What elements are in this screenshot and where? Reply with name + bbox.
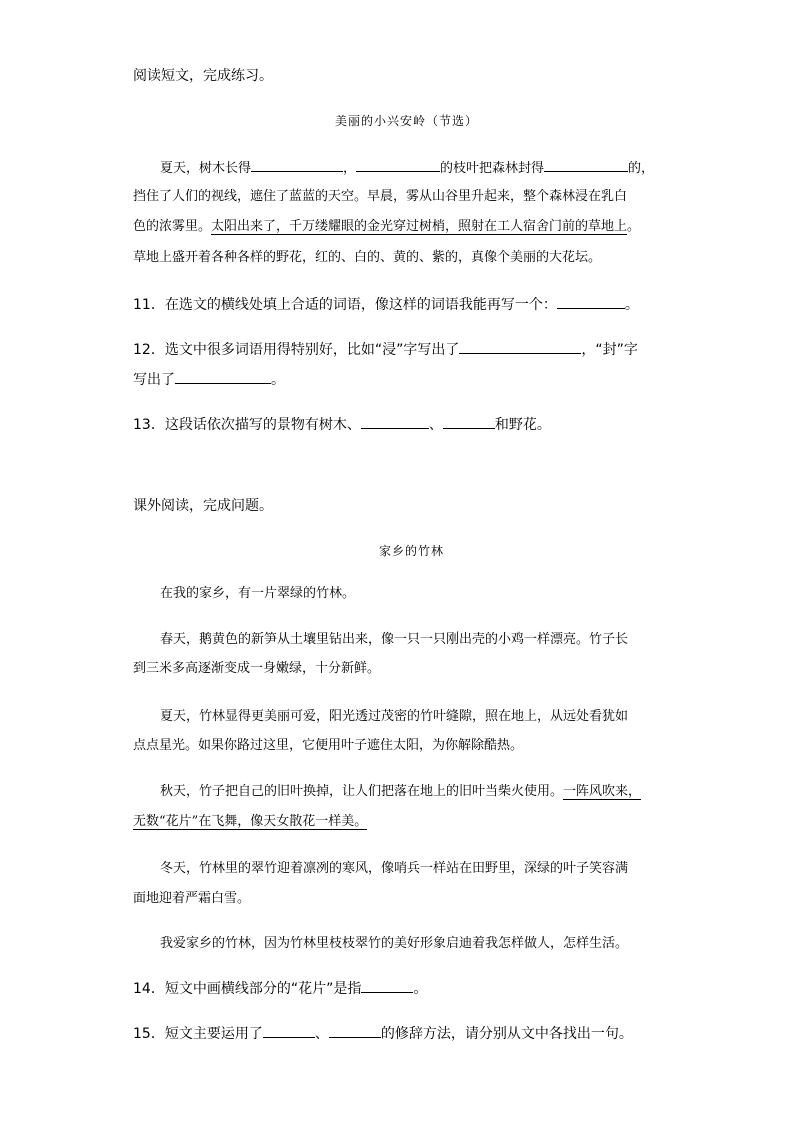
passage1-line2: 挡住了人们的视线，遮住了蓝蓝的天空。早晨，雾从山谷里升起来，整个森林浸在乳白 [133, 189, 628, 204]
question-13: 13．这段话依次描写的景物有树木、 、 和野花。 [133, 414, 551, 435]
passage2-p4-line2 [133, 812, 367, 832]
section2-intro: 课外阅读，完成问题。 [133, 498, 273, 514]
underlined-sentence: 太阳出来了，千万缕耀眼的金光穿过树梢，照射在工人宿舍门前的草地上 [211, 219, 628, 234]
passage2-p2-line1: 春天，鹅黄色的新笋从土壤里钻出来，像一只一只刚出壳的小鸡一样漂亮。竹子长 [160, 632, 629, 647]
answer-blank[interactable] [361, 978, 413, 993]
answer-blank[interactable] [361, 414, 429, 429]
section1-title: 美丽的小兴安岭（节选） [335, 114, 479, 128]
question-15: 15．短文主要运用了 、 的修辞方法，请分别从文中各找出一句。 [133, 1023, 633, 1044]
answer-blank[interactable] [329, 1023, 381, 1038]
blank-fill[interactable] [544, 157, 628, 172]
passage2-p5-line2: 面地迎着严霜白雪。 [133, 891, 251, 906]
passage1-line4: 草地上盛开着各种各样的野花，红的、白的、黄的、紫的，真像个美丽的大花坛。 [133, 250, 602, 265]
underlined-phrase: 无数“花片”在飞舞，像天女散花一样美。 [133, 814, 368, 829]
passage2-p4-line1: 秋天，竹子把自己的旧叶换掉，让人们把落在地上的旧叶当柴火使用。一阵风吹来， [160, 784, 642, 799]
section2-title: 家乡的竹林 [379, 544, 445, 558]
answer-blank[interactable] [459, 339, 581, 354]
question-12-cont: 写出了 。 [133, 369, 285, 390]
answer-blank[interactable] [557, 294, 625, 309]
passage2-p3-line1: 夏天，竹林显得更美丽可爱，阳光透过茂密的竹叶缝隙，照在地上，从远处看犹如 [160, 709, 629, 724]
passage2-p6: 我爱家乡的竹林，因为竹林里枝枝翠竹的美好形象启迪着我怎样做人，怎样生活。 [160, 936, 629, 951]
answer-blank[interactable] [175, 369, 271, 384]
blank-fill[interactable] [356, 157, 440, 172]
question-11: 11．在选文的横线处填上合适的词语，像这样的词语我能再写一个： 。 [133, 294, 639, 315]
passage2-p2-line2: 到三米多高逐渐变成一身嫩绿，十分新鲜。 [133, 661, 381, 676]
answer-blank[interactable] [263, 1023, 315, 1038]
question-12: 12．选文中很多词语用得特别好，比如“浸”字写出了 ，“封”字 [133, 339, 638, 360]
blank-fill[interactable] [251, 157, 343, 172]
passage1-line1: 夏天，树木长得 ， 的枝叶把森林封得 的， [160, 157, 654, 179]
passage2-p1: 在我的家乡，有一片翠绿的竹林。 [160, 586, 356, 601]
section1-intro: 阅读短文，完成练习。 [133, 68, 273, 84]
underlined-phrase: 一阵风吹来， [563, 784, 642, 799]
passage1-line3: 色的浓雾里。太阳出来了，千万缕耀眼的金光穿过树梢，照射在工人宿舍门前的草地上。 [133, 219, 641, 234]
passage2-p3-line2: 点点星光。如果你路过这里，它便用叶子遮住太阳，为你解除酷热。 [133, 738, 524, 753]
answer-blank[interactable] [443, 414, 495, 429]
question-14: 14．短文中画横线部分的“花片”是指 。 [133, 978, 427, 999]
passage2-p5-line1: 冬天，竹林里的翠竹迎着凛冽的寒风，像哨兵一样站在田野里，深绿的叶子笑容满 [160, 861, 629, 876]
